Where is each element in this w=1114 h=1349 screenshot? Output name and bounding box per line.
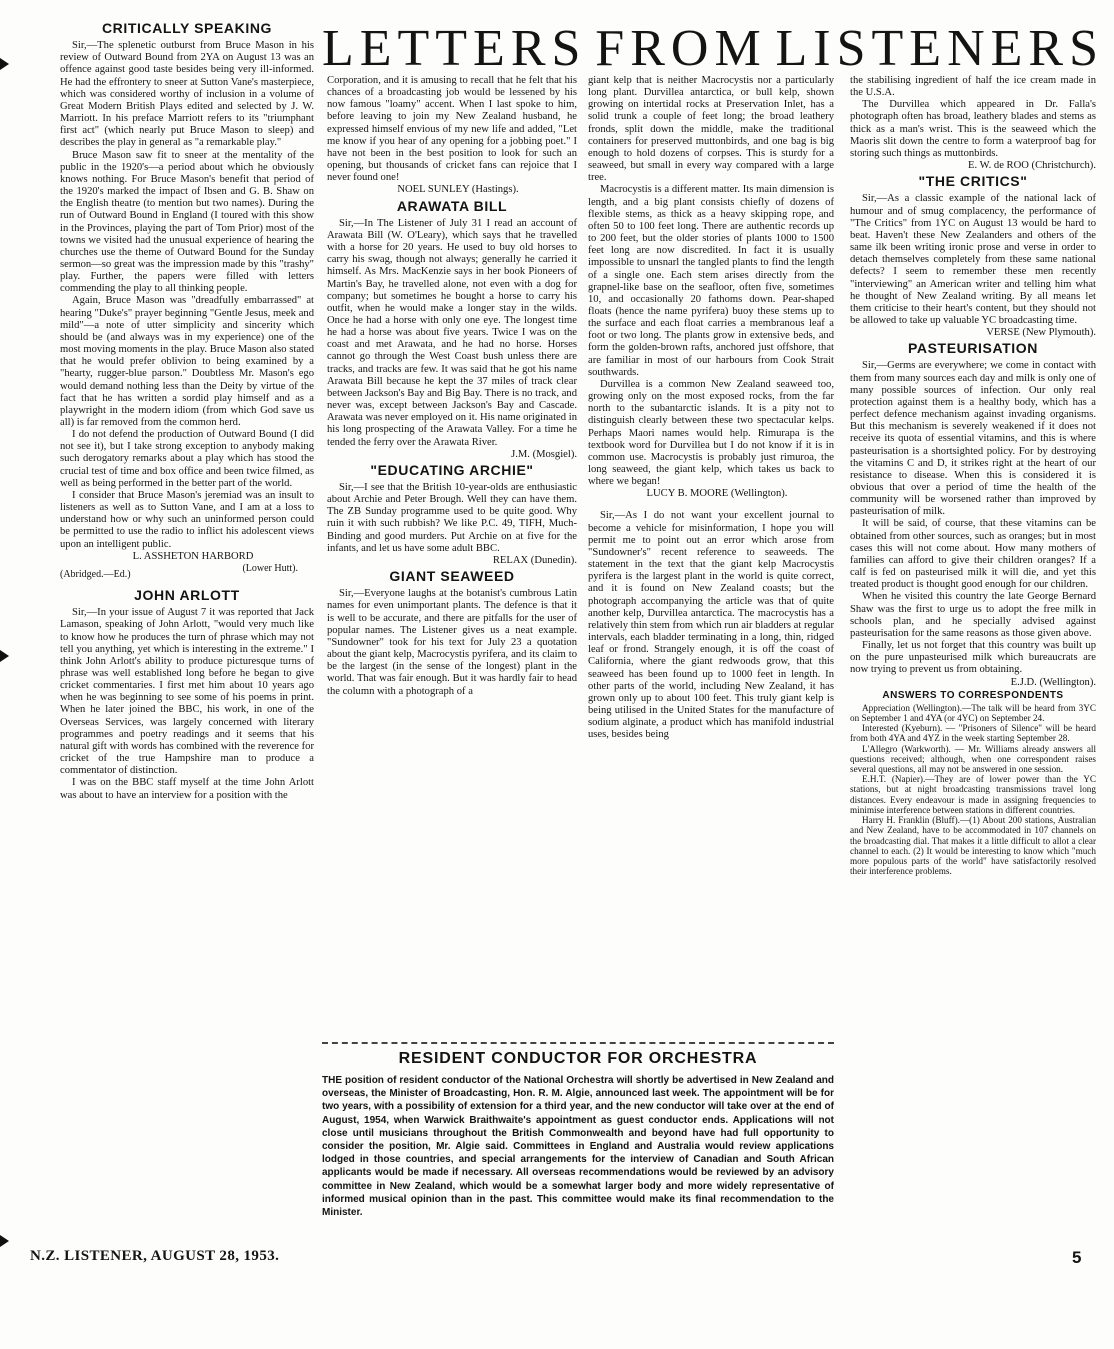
letter-signature: LUCY B. MOORE (Wellington). [646,488,788,500]
announcement-title: RESIDENT CONDUCTOR FOR ORCHESTRA [398,1050,758,1067]
letter-signature: NOEL SUNLEY (Hastings). [397,184,519,196]
column-2 [327,75,577,698]
margin-arrow-mark [0,650,9,662]
page-number: 5 [1072,1248,1082,1267]
letter-paragraph: Sir,—Germs are everywhere; we come in contact with them from many sources each day and milk is only one of many possible sources of infection. Our only real protection against them is a healthy body, which has a perfect defence mechanism against invading organisms. But this mechanism is severely weakened if it does not receive its quota of essential vitamins, and this is where pasteurisation is a shortsighted policy. For by destroying the vitamins C and D, it strikes right at the heart of our resistance to disease. When this is considered it is obvious that over a period of time the health of the community will be worsened rather than improved by pasteurisation of milk. [850,360,1096,518]
letter-paragraph: Sir,—Everyone laughs at the botanist's cumbrous Latin names for even unimportant plants. The defence is that it is well to be accurate, and there are pitfalls for the user of popular names. The Listener gives us a neat example. "Sundowner" took for his text for July 23 a quotation about the giant kelp, Macrocystis pyrifera, and its claim to be the largest (in the sense of the longest) plant in the world. That was fair enough. But it was hardly fair to head the column with a photograph of a [327,588,577,697]
editor-note: (Abridged.—Ed.) [60,568,131,580]
letter-paragraph: Sir,—In your issue of August 7 it was reported that Jack Lamason, speaking of John Arlott, "would very much like to know how he produces the turn of phrase which may not tell you anything, yet which is interesting in the extreme." I think John Arlott's ability to produce picturesque turns of phrase was well established long before he began to give cricket commentaries. I first met him about 10 years ago when he was beginning to see some of his poems in print. When he later joined the BBC, his work, in one of the Overseas Services, was largely concerned with literary programmes and poetry readings and it seems that his natural gift with words has combined with the reverence for cricket of the true Hampshire man to produce a commentator of distinction. [60,607,314,777]
column-4 [850,75,1096,876]
letter-paragraph: Sir,—As I do not want your excellent journal to become a vehicle for misinformation, I hope you will permit me to point out an error which arose from "Sundowner's" recent reference to seaweeds. The statement in the text that the giant kelp Macrocystis pyrifera is the largest plant in the world is quite correct, and it is found on New Zealand coasts; but the photograph accompanying the article was that of quite another kelp, Durvillea antarctica. The macrocystis has a relatively thin stem from which run air bladders at regular intervals, each bladder terminating in a long, thin, ridged leaf or frond. Strangely enough, it is off the coast of California, where the giant redwoods grow, that this seaweed has been found up to 1000 feet in length. In other parts of the world, including New Zealand, it has grown only up to about 100 feet. This truly giant kelp is being utilised in the United States for the manufacture of sodium alginate, a product which has manifold industrial uses, besides being [588,510,834,741]
letter-paragraph: giant kelp that is neither Macrocystis nor a particularly long plant. Durvillea antarctica, or bull kelp, shown growing on intertidal rocks at Preservation Inlet, has a solid trunk a couple of feet long; the broad leathery fronds, split down the middle, make the traditional containers for preserved muttonbirds, and one bag is big enough to hold dozens of corpses. This is sturdy for a seaweed, but small in every way compared with a large tree. [588,75,834,184]
letter-heading: CRITICALLY SPEAKING [101,20,273,36]
masthead-word-from: FROM [595,20,767,77]
letter-paragraph: Bruce Mason saw fit to sneer at the mentality of the public in the 1920's—a period about which he obviously knows nothing. For Bruce Mason's benefit that period of the 1920's marked the impact of Ibsen and G. B. Shaw on the English theatre (to mention but two names). During the run of Outward Bound in England (I toured with this show in the Provinces, playing the part of Tom Prior) most of the towns we visited had the unusual experience of hearing the churches use the theme of Outward Bound for the Sunday sermon—so great was the impression made by this "trashy" play. Further, the papers were filled with letters commending the play to all thinking people. [60,149,314,295]
letter-paragraph: I do not defend the production of Outward Bound (I did not see it), but I take strong exception to anybody making such derogatory remarks about a play which has stood the crucial test of time and box office and been twice filmed, as well as being performed in the better part of the world. [60,429,314,489]
announcement-box [322,1042,834,1219]
letter-signature: L. ASSHETON HARBORD [132,550,254,562]
letter-heading: GIANT SEAWEED [389,568,515,585]
letter-heading: "THE CRITICS" [918,173,1028,190]
answer-item: Interested (Kyeburn). — "Prisoners of Silence" will be heard from both 4YA and 4YZ in the week starting September 28. [850,723,1096,744]
letter-paragraph: I consider that Bruce Mason's jeremiad was an insult to listeners as well as to Sutton Vane, and I am at a loss to understand how or why such an uninformed person could be permitted to use the radio to inflict his adolescent views upon an intelligent public. [60,489,314,550]
letter-paragraph: Sir,—The splenetic outburst from Bruce Mason in his review of Outward Bound from 2YA on August 13 was an offence against good taste besides being very ill-informed. He had the effrontery to sneer at Sutton Vane's masterpiece, which was considered worthy of inclusion in a volume of Great Modern British Plays edited and selected by J. W. Marriott. In his preface Marriott refers to its "triumphant first act" (which nearly put Bruce Mason to sleep) and describes the play in general as "a remarkable play." [60,40,314,149]
letter-heading: ARAWATA BILL [396,197,508,214]
answers-heading: ANSWERS TO CORRESPONDENTS [882,689,1064,701]
answer-item: E.H.T. (Napier).—They are of lower power than the YC stations, but at night broadcasting transmissions travel long distances. Every endeavour is made in assigning frequencies to minimise interference between stations in different countries. [850,774,1096,815]
column-1 [60,22,314,802]
announcement-text: THE position of resident conductor of the National Orchestra will shortly be advertised in New Zealand and overseas, the Minister of Broadcasting, Hon. R. M. Algie, announced last week. The appointment will be for two years, with a possibility of extension for a third year, and the new conductor will take over at the end of August, 1954, when Warwick Braithwaite's appointment as guest conductor ends. Applications will not close until musicians throughout the British Commonwealth and beyond have had full opportunity to consider the position, Mr. Algie said. Committees in England and Australia would review applications lodged in those countries, and special arrangements for the interview of Canadian and South African applicants would be made if necessary. All overseas recommendations would be reviewed by an advisory committee in New Zealand, which would be a somewhat larger body and more widely representative of informed musical opinion than in the past. This committee would make its final recommendation to the Minister. [322,1075,834,1219]
letter-signature: E. W. de ROO (Christchurch). [968,160,1096,172]
margin-arrow-mark [0,1235,9,1247]
letter-signature: J.M. (Mosgiel). [511,448,577,460]
letter-paragraph: Sir,—As a classic example of the national lack of humour and of smug complacency, the performance of "The Critics" from 1YC on August 13 would be hard to beat. Haven't these New Zealanders and others of the same ilk been writing ironic prose and verse in order to detach themselves completely from these same national defects? I seem to remember these men recently "interviewing" an American writer and telling him what he thought of New Zealand writing. By all means let them criticise to their heart's content, but they should not be allowed to take up valuable YC broadcasting time. [850,193,1096,326]
letter-paragraph: Again, Bruce Mason was "dreadfully embarrassed" at hearing "Duke's" prayer beginning "Gentle Jesus, meek and mild"—a note of utter simplicity and sincerity which should be (and always was in my experience) one of the most moving moments in the play. Bruce Mason also stated that he would prefer oblivion to being examined by a "hearty, rugger-blue parson." Doubtless Mr. Mason's ego would demand nothing less than the Deity by virtue of the fact that he has written a sordid play himself and as a playwright in the modern idiom (from which God save us all) is far removed from the common herd. [60,295,314,428]
letter-paragraph: the stabilising ingredient of half the ice cream made in the U.S.A. [850,75,1096,99]
letter-paragraph: Corporation, and it is amusing to recall that he felt that his chances of a broadcasting job would be lessened by his now famous "loamy" accent. When I last spoke to him, before leaving to join my New Zealand husband, he expressed himself envious of my new life and added, "Let me know if you hear of any opening for a jobbing poet." I have not been in the best position to look for such an opening, but thousands of cricket fans can rejoice that I never found one! [327,75,577,184]
page-footer-publication: N.Z. LISTENER, AUGUST 28, 1953. [30,1248,280,1264]
answer-item: Appreciation (Wellington).—The talk will be heard from 3YC on September 1 and 4YA (or 4YC) on September 24. [850,702,1096,724]
letter-paragraph: I was on the BBC staff myself at the time John Arlott was about to have an interview for a position with the [60,777,314,801]
letter-heading: JOHN ARLOTT [134,587,240,604]
answers-to-correspondents [850,691,1096,877]
letter-paragraph: The Durvillea which appeared in Dr. Falla's photograph often has broad, leathery blades and stems as thick as a man's wrist. This is the seaweed which the Maoris slit down the centre to form a waterproof bag for storing such things as muttonbirds. [850,99,1096,159]
letter-paragraph: Finally, let us not forget that this country was built up on the pure unpasteurised milk which bureaucrats are now trying to prevent us from obtaining. [850,640,1096,676]
letter-signature: VERSE (New Plymouth). [986,327,1096,339]
column-3 [588,75,834,741]
letter-paragraph: When he visited this country the late George Bernard Shaw was the first to urge us to adopt the free milk in schools plan, and he specially advised against pasteurisation for the same reasons as those given above. [850,591,1096,639]
margin-arrow-mark [0,58,9,70]
letter-paragraph: It will be said, of course, that these vitamins can be obtained from other sources, such as oranges; but in most cases this will not come about. How many mothers of families can afford to give their children oranges? If a calf is fed on pasteurised milk it will die, and yet this treated product is thought good enough for our children. [850,518,1096,591]
masthead-word-listeners: LISTENERS [775,20,1104,77]
letter-paragraph: Macrocystis is a different matter. Its main dimension is length, and a big plant consists chiefly of dozens of flexible stems, as thick as a heavy skipping rope, and often 50 to 100 feet long. There are authentic records up to 200 feet, but the older stories of plants 1000 to 1500 feet long are now discredited. In fact it is usually impossible to unsnarl the tangled plants to find the length of a single one. Each stem arises directly from the grapnel-like base on the seafloor, often five, sometimes 10, and occasionally 20 fathoms down. Pear-shaped floats (hence the name pyrifera) buoy these stems up to the surface and each float carries a membranous leaf a foot or two long. The plants grow in extensive beds, and form the golden-brown rafts, anchored just offshore, that are familiar in most of our harbours from Cook Strait southwards. [588,184,834,378]
letter-paragraph: Sir,—In The Listener of July 31 I read an account of Arawata Bill (W. O'Leary), which says that he travelled with a horse for 20 years. He used to buy old horses to carry his swag, though not always; generally he carried it himself. As Mrs. MacKenzie says in her book Pioneers of Martin's Bay, he travelled alone, not even with a dog for company; but sometimes he bought a horse to carry his outfit, when he would make a longer stay in the wilds. Once he had a horse with only one eye. The longest time he had a horse was about five years. Twice I was on the coast and met Arawata, and he had no horse. Horses cannot go through the West Coast bush unless there are tracks, and tracks are few. It was said that he got his name Arawata Bill because he kept the 37 miles of track clear between Jackson's Bay and Big Bay. There is no track, and never was, except between Jackson's Bay and Cascade. Arawata was never employed on it. His name originated in his long prospecting of the Arawata Valley. For a time he tended the ferry over the Arawata River. [327,217,577,448]
answer-item: Harry H. Franklin (Bluff).—(1) About 200 stations, Australian and New Zealand, have to be accommodated in 107 channels on the broadcasting dial. That makes it a little difficult to allot a clear channel to each. (2) It would be interesting to know which "much more populous parts of the world" have satisfactorily resolved their interference problems. [850,815,1096,877]
masthead [322,18,1104,80]
masthead-word-letters: LETTERS [322,20,587,77]
letter-paragraph: Durvillea is a common New Zealand seaweed too, growing only on the most exposed rocks, from the far north to the subantarctic islands. It is a pity not to distinguish clearly between these two spectacular kelps. Perhaps Maori names would help. Rimurapa is the textbook word for Durvillea but I do not know if it is in common use. Macrocystis is probably just rimuroa, the long seaweed, the giant kelp, which takes us back to where we began! [588,378,834,488]
answer-item: L'Allegro (Warkworth). — Mr. Williams already answers all questions received; although, when one correspondent raises several questions, all may not be answered in one session. [850,743,1096,775]
letter-paragraph: Sir,—I see that the British 10-year-olds are enthusiastic about Archie and Peter Brough. Well they can have them. The ZB Sunday programme used to be quite good. Why ruin it with such rubbish? We like P.C. 49, TIFH, Much-Binding and good murders. Put Archie on at five for the infants, and let us have some adult BBC. [327,482,577,554]
letter-signature: E.J.D. (Wellington). [1010,676,1096,688]
letter-signature: RELAX (Dunedin). [492,554,577,566]
letter-heading: PASTEURISATION [908,340,1038,357]
letter-heading: "EDUCATING ARCHIE" [370,461,534,478]
signature-place: (Lower Hutt). [242,562,298,574]
